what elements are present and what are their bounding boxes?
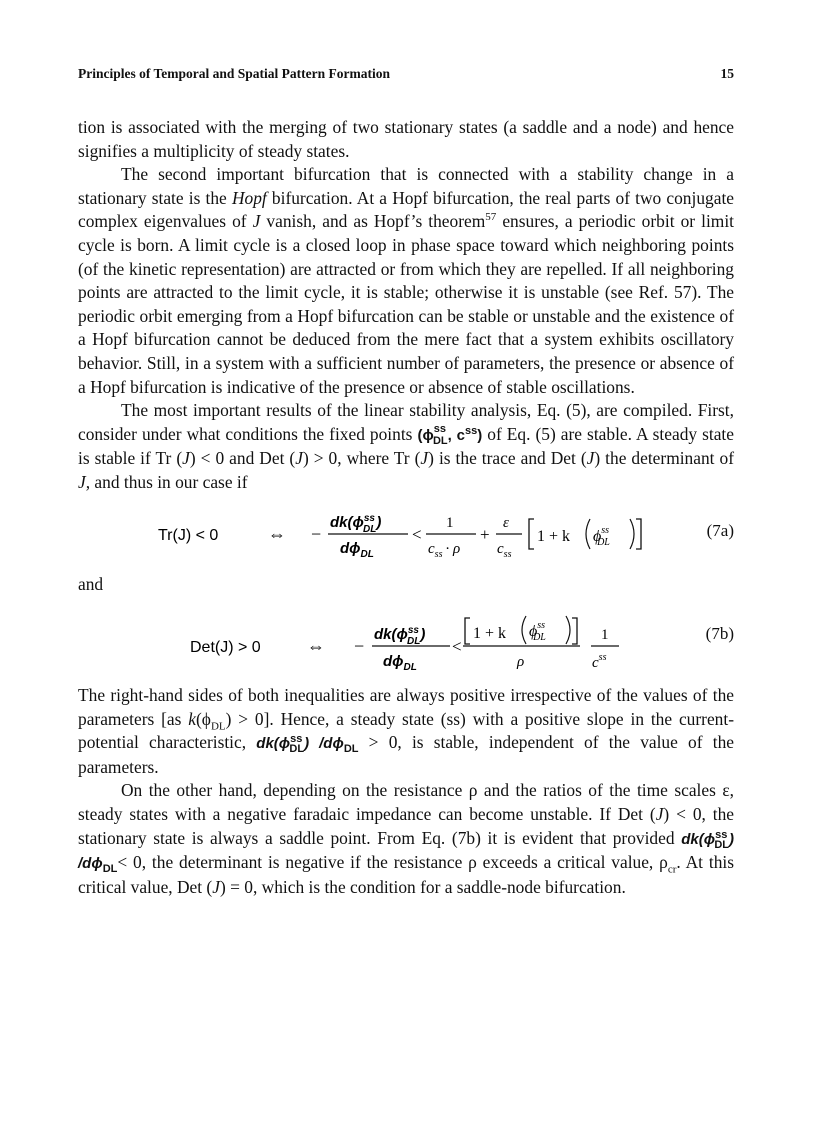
eq7b-left-bracket (465, 618, 470, 644)
fp-part: (ϕ (417, 426, 434, 444)
text: ) > 0]. Hence, a steady state (ss) with a positive slope in the current-potential characteristic, (78, 708, 734, 753)
text: . At this critical value, Det ( (78, 852, 734, 897)
eq7a-den2: $c_{ss} \cdot \rho$ (428, 540, 461, 560)
equation-7b-graphic (78, 610, 658, 678)
eq7b-left-paren (522, 616, 526, 644)
slope-part: ) /dϕ (304, 735, 344, 753)
jacobian-symbol: J (420, 448, 429, 469)
text: The most important results of the linear stability analysis, Eq. (5), are compiled. First, consider under what conditions the fixed points (78, 400, 734, 444)
eq7b-lt: < (452, 637, 462, 657)
eq7b-num: $dk(\phi^{ss}$ DL) (374, 625, 426, 648)
eq7a-right-bracket (636, 519, 641, 549)
slope-part: dk(ϕ (256, 735, 291, 753)
fp-sup: ss (433, 422, 446, 435)
eq7b-iff: ⇔ (307, 636, 325, 657)
eq7a-bracket-inner: 1 + k (537, 527, 571, 545)
slope-sub: DL (289, 743, 305, 756)
jacobian-symbol: J (655, 804, 664, 825)
fp-part: ) (477, 426, 483, 444)
eq7b-bracket-inner: 1 + k (473, 625, 507, 643)
text: ensures, a periodic orbit or limit cycle is born. A limit cycle is a closed loop in phase space toward which neighboring points (of the kinetic representation) are attracted or from which they are repelled. If all neighboring points are attracted to the limit cycle, it is stable; otherwise it is unstable (see Ref. 57). The periodic orbit emerging from a Hopf bifurcation can be stable or unstable and the existence of a Hopf bifurcation cannot be deduced from the mere fact that a system exhibits oscillatory behavior. Still, in a system with a sufficient number of parameters, the presence or absence of a Hopf bifurcation is indicative of the presence or absence of stable oscillations. (78, 211, 734, 397)
jacobian-symbol: J (252, 211, 261, 232)
slope-part: ) /dϕ (78, 830, 734, 873)
eq7b-lhs: Det(J) > 0 (190, 639, 261, 657)
paragraph-3 (78, 399, 734, 494)
paragraph-2 (78, 163, 734, 399)
text: The second important bifurcation that is connected with a stability change in a stationary state is the (78, 164, 734, 208)
k-symbol: k (188, 708, 196, 729)
hopf-italic: Hopf (231, 187, 267, 208)
text: (ϕ (195, 708, 211, 729)
text: vanish, and as Hopf’s theorem (260, 211, 486, 232)
text: of Eq. (5) are stable. A steady state is stable if Tr ( (78, 423, 734, 469)
eq7b-minus: − (354, 636, 365, 657)
equation-7a-graphic (78, 507, 658, 563)
equation-7b (78, 610, 734, 678)
eq7b-right-bracket (572, 618, 577, 644)
text: ) the determinant of (594, 448, 734, 469)
eq7a-left-bracket (529, 519, 534, 549)
eq7a-lt: < (412, 524, 422, 544)
jacobian-symbol: J (212, 876, 220, 897)
equation-7b-label: (7b) (705, 624, 734, 644)
slope-sup: ss (715, 828, 728, 841)
text: ) < 0, the stationary state is always a saddle point. From Eq. (7b) it is evident that provided (78, 804, 735, 848)
text: and thus in our case if (90, 471, 248, 492)
eq7b-phi: $\phi^{ss}$ DL (529, 620, 546, 644)
slope-part: dk(ϕ (681, 830, 716, 848)
slope-sup: ss (290, 733, 303, 746)
eq7a-minus: − (311, 523, 322, 544)
eq7b-right-paren (566, 616, 570, 644)
equation-7a (78, 507, 734, 563)
running-title: Principles of Temporal and Spatial Pattern Formation (78, 66, 390, 81)
eq7b-c: $c^{ss}$ (592, 652, 607, 672)
jacobian-symbol: J (586, 448, 595, 469)
jacobian-symbol: J, (78, 471, 91, 492)
text: ) is the trace and Det ( (428, 448, 587, 469)
equation-7a-label: (7a) (706, 520, 734, 540)
sub: DL (210, 720, 226, 733)
reference-superscript: 57 (485, 211, 497, 224)
jacobian-symbol: J (295, 448, 303, 469)
eq7a-den3: $c_{ss}$ (497, 540, 512, 560)
eq7a-left-paren (586, 519, 590, 549)
slope-sub: DL (102, 863, 118, 876)
fp-sub: DL (432, 434, 448, 447)
text: The right-hand sides of both inequalities are always positive irrespective of the values of the parameters [as (78, 685, 734, 729)
page-number: 15 (720, 66, 734, 81)
eq7a-plus: + (480, 524, 490, 544)
eq7a-den: $d\phi_{DL}$ (340, 539, 374, 560)
slope-sub: DL (343, 743, 359, 756)
text: > 0, is stable, independent of the value of the parameters. (78, 732, 734, 777)
eq7a-right-paren (630, 519, 634, 549)
eq7b-one: 1 (601, 627, 609, 644)
text: bifurcation. At a Hopf bifurcation, the real parts of two conjugate complex eigenvalues of (78, 187, 734, 232)
eq7a-one: 1 (446, 514, 454, 531)
paragraph-4 (78, 684, 734, 779)
paragraph-1 (78, 116, 734, 163)
eq7a-iff: ⇔ (268, 523, 286, 544)
paragraph-1-text: tion is associated with the merging of two stationary states (a saddle and a node) and hence signifies a multiplicity of steady states. (78, 117, 734, 161)
eq7a-lhs: Tr(J) < 0 (158, 526, 219, 544)
and-connector: and (78, 573, 104, 594)
text: ) = 0, which is the condition for a saddle-node bifurcation. (219, 876, 626, 897)
text: On the other hand, depending on the resistance ρ and the ratios of the time scales ε, steady states with a negative faradaic impedance can become unstable. If Det ( (78, 780, 734, 825)
running-header (78, 66, 734, 86)
text: < 0, the determinant is negative if the resistance ρ exceeds a critical value, ρ (117, 852, 668, 873)
paragraph-5 (78, 779, 734, 899)
slope-sub: DL (714, 838, 729, 851)
text: ) > 0, where Tr ( (302, 448, 421, 469)
slope-symbol (256, 733, 359, 756)
jacobian-symbol: J (182, 448, 190, 469)
fp-part: , c (447, 426, 465, 444)
fp-sup: ss (465, 424, 478, 437)
rho-cr-sub: cr (667, 863, 677, 876)
eq7b-rho: ρ (517, 654, 525, 671)
fixed-point-symbol (417, 422, 483, 447)
eq7a-phi: $\phi^{ss}$ DL (593, 524, 610, 548)
eq7b-den: $d\phi_{DL}$ (383, 653, 417, 674)
eq7a-eps: ε (503, 514, 509, 531)
page-body (78, 116, 734, 899)
eq7a-num: $dk(\phi^{ss}$ DL) (330, 512, 382, 535)
text: ) < 0 and Det ( (189, 448, 296, 469)
